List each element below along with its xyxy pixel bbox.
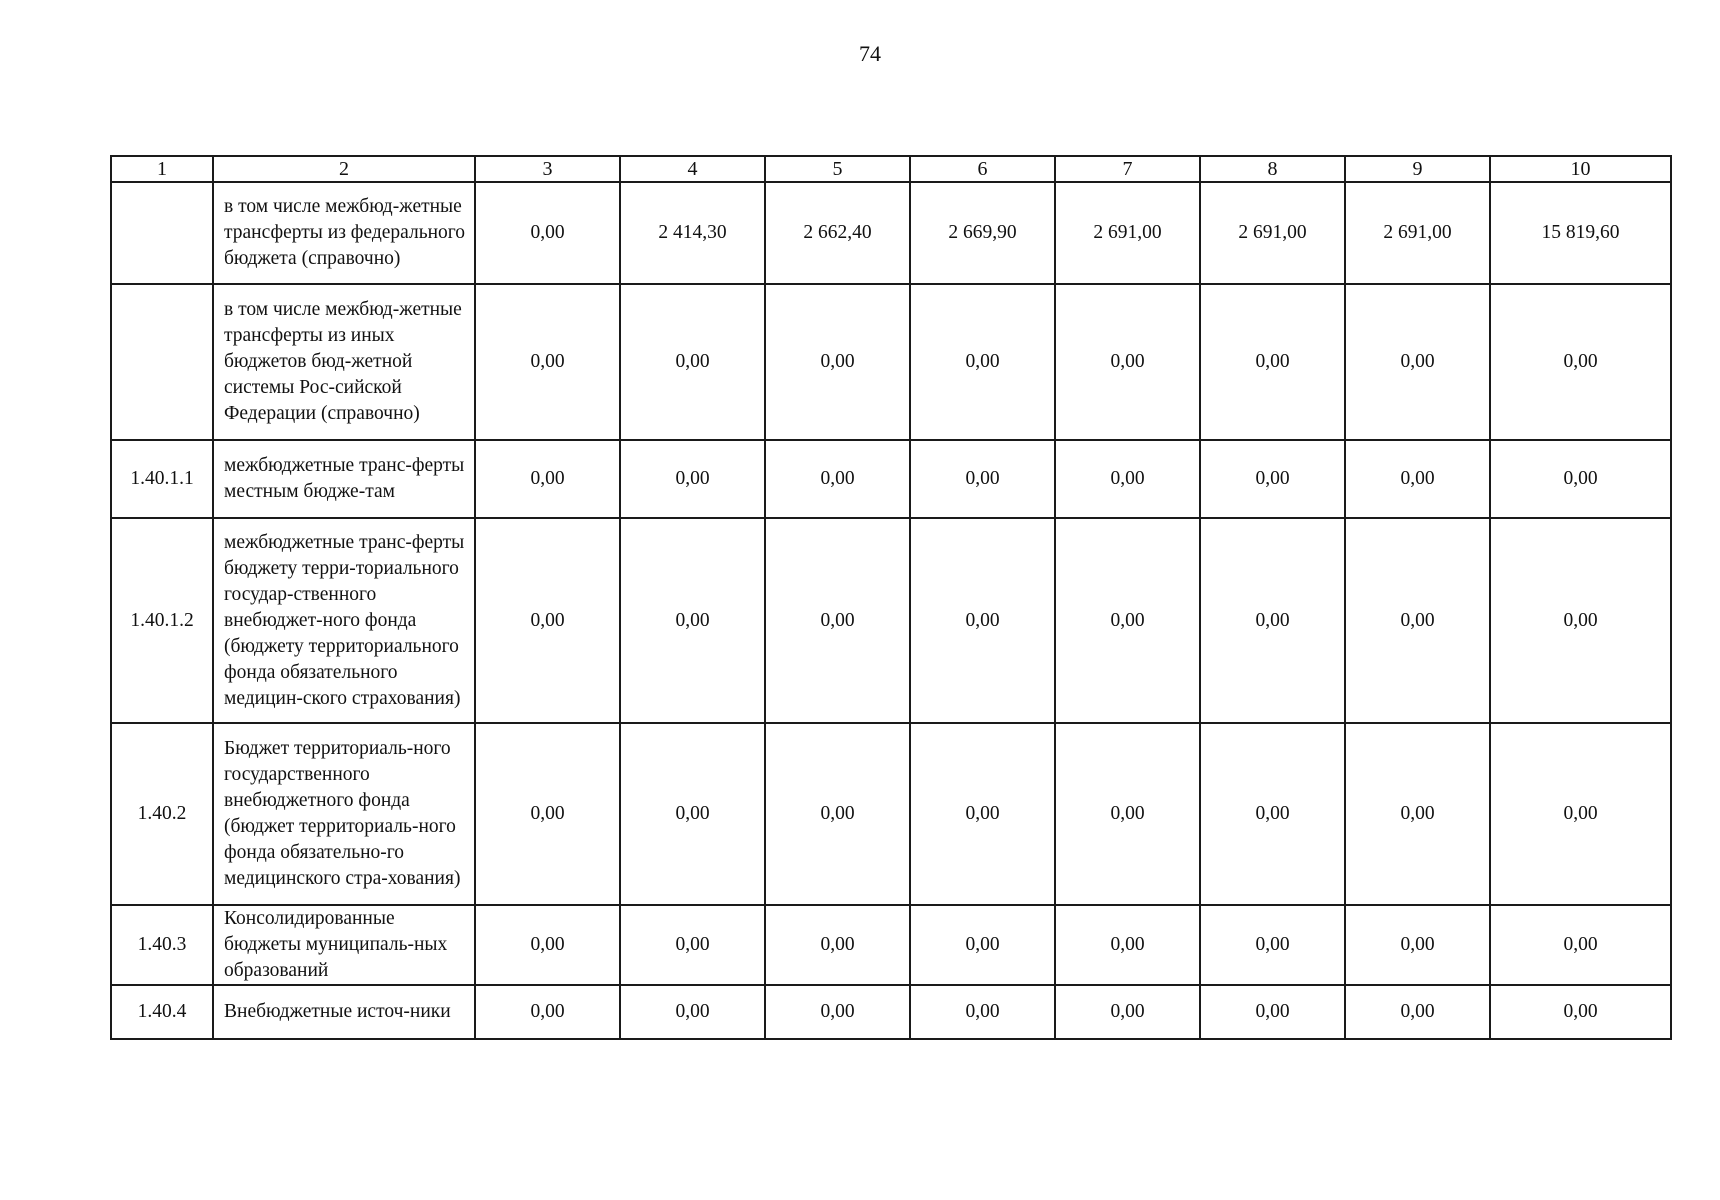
column-header: 7 bbox=[1055, 156, 1200, 182]
value-cell: 0,00 bbox=[475, 284, 620, 440]
row-code: 1.40.4 bbox=[111, 985, 213, 1039]
column-header: 1 bbox=[111, 156, 213, 182]
value-cell: 0,00 bbox=[1345, 440, 1490, 518]
value-cell: 0,00 bbox=[1345, 985, 1490, 1039]
total-cell: 0,00 bbox=[1490, 284, 1671, 440]
value-cell: 0,00 bbox=[1345, 723, 1490, 905]
total-cell: 0,00 bbox=[1490, 440, 1671, 518]
total-cell: 0,00 bbox=[1490, 985, 1671, 1039]
value-cell: 0,00 bbox=[765, 518, 910, 723]
row-name: Внебюджетные источ-ники bbox=[213, 985, 475, 1039]
value-cell: 0,00 bbox=[475, 985, 620, 1039]
value-cell: 0,00 bbox=[910, 440, 1055, 518]
value-cell: 2 669,90 bbox=[910, 182, 1055, 284]
value-cell: 0,00 bbox=[910, 985, 1055, 1039]
row-name: в том числе межбюд-жетные трансферты из федерального бюджета (справочно) bbox=[213, 182, 475, 284]
row-code: 1.40.1.2 bbox=[111, 518, 213, 723]
value-cell: 0,00 bbox=[1055, 905, 1200, 985]
value-cell: 0,00 bbox=[910, 723, 1055, 905]
value-cell: 2 662,40 bbox=[765, 182, 910, 284]
value-cell: 0,00 bbox=[475, 723, 620, 905]
value-cell: 0,00 bbox=[620, 723, 765, 905]
column-header: 3 bbox=[475, 156, 620, 182]
value-cell: 0,00 bbox=[475, 440, 620, 518]
budget-table bbox=[110, 155, 1672, 1040]
total-cell: 0,00 bbox=[1490, 723, 1671, 905]
value-cell: 0,00 bbox=[1200, 284, 1345, 440]
row-name: Консолидированные бюджеты муниципаль-ных образований bbox=[213, 905, 475, 985]
value-cell: 0,00 bbox=[910, 284, 1055, 440]
value-cell: 0,00 bbox=[765, 284, 910, 440]
table-row bbox=[111, 985, 1671, 1039]
total-cell: 0,00 bbox=[1490, 518, 1671, 723]
table-row bbox=[111, 905, 1671, 985]
row-name: в том числе межбюд-жетные трансферты из иных бюджетов бюд-жетной системы Рос-сийской Федерации (справочно) bbox=[213, 284, 475, 440]
value-cell: 0,00 bbox=[475, 905, 620, 985]
value-cell: 0,00 bbox=[620, 985, 765, 1039]
table-row bbox=[111, 518, 1671, 723]
row-code bbox=[111, 182, 213, 284]
row-name: межбюджетные транс-ферты бюджету терри-ториального государ-ственного внебюджет-ного фонда (бюджету территориального фонда обязательного медицин-ского страхования) bbox=[213, 518, 475, 723]
value-cell: 0,00 bbox=[765, 985, 910, 1039]
value-cell: 0,00 bbox=[765, 905, 910, 985]
row-name: межбюджетные транс-ферты местным бюдже-там bbox=[213, 440, 475, 518]
value-cell: 0,00 bbox=[1345, 284, 1490, 440]
column-header: 8 bbox=[1200, 156, 1345, 182]
value-cell: 0,00 bbox=[910, 518, 1055, 723]
value-cell: 0,00 bbox=[620, 905, 765, 985]
value-cell: 0,00 bbox=[1200, 518, 1345, 723]
value-cell: 0,00 bbox=[910, 905, 1055, 985]
value-cell: 0,00 bbox=[475, 182, 620, 284]
column-number-row bbox=[111, 156, 1671, 182]
value-cell: 0,00 bbox=[1345, 905, 1490, 985]
column-header: 9 bbox=[1345, 156, 1490, 182]
value-cell: 0,00 bbox=[1055, 440, 1200, 518]
value-cell: 0,00 bbox=[1200, 905, 1345, 985]
value-cell: 0,00 bbox=[1200, 440, 1345, 518]
value-cell: 0,00 bbox=[1055, 284, 1200, 440]
column-header: 10 bbox=[1490, 156, 1671, 182]
row-name: Бюджет территориаль-ного государственного внебюджетного фонда (бюджет территориаль-ного фонда обязательно-го медицинского стра-хования) bbox=[213, 723, 475, 905]
value-cell: 0,00 bbox=[1055, 723, 1200, 905]
value-cell: 0,00 bbox=[620, 518, 765, 723]
value-cell: 2 691,00 bbox=[1200, 182, 1345, 284]
value-cell: 0,00 bbox=[765, 440, 910, 518]
table-row bbox=[111, 440, 1671, 518]
value-cell: 0,00 bbox=[1200, 985, 1345, 1039]
column-header: 6 bbox=[910, 156, 1055, 182]
value-cell: 0,00 bbox=[620, 284, 765, 440]
row-code bbox=[111, 284, 213, 440]
value-cell: 2 691,00 bbox=[1345, 182, 1490, 284]
value-cell: 0,00 bbox=[1200, 723, 1345, 905]
row-code: 1.40.1.1 bbox=[111, 440, 213, 518]
row-code: 1.40.3 bbox=[111, 905, 213, 985]
total-cell: 0,00 bbox=[1490, 905, 1671, 985]
column-header: 4 bbox=[620, 156, 765, 182]
table-row bbox=[111, 182, 1671, 284]
table-row bbox=[111, 723, 1671, 905]
value-cell: 0,00 bbox=[765, 723, 910, 905]
value-cell: 2 414,30 bbox=[620, 182, 765, 284]
column-header: 5 bbox=[765, 156, 910, 182]
table-row bbox=[111, 284, 1671, 440]
value-cell: 2 691,00 bbox=[1055, 182, 1200, 284]
page-number: 74 bbox=[859, 41, 881, 66]
value-cell: 0,00 bbox=[475, 518, 620, 723]
budget-table-container bbox=[110, 155, 1670, 1040]
row-code: 1.40.2 bbox=[111, 723, 213, 905]
value-cell: 0,00 bbox=[1055, 985, 1200, 1039]
value-cell: 0,00 bbox=[620, 440, 765, 518]
total-cell: 15 819,60 bbox=[1490, 182, 1671, 284]
value-cell: 0,00 bbox=[1345, 518, 1490, 723]
value-cell: 0,00 bbox=[1055, 518, 1200, 723]
column-header: 2 bbox=[213, 156, 475, 182]
